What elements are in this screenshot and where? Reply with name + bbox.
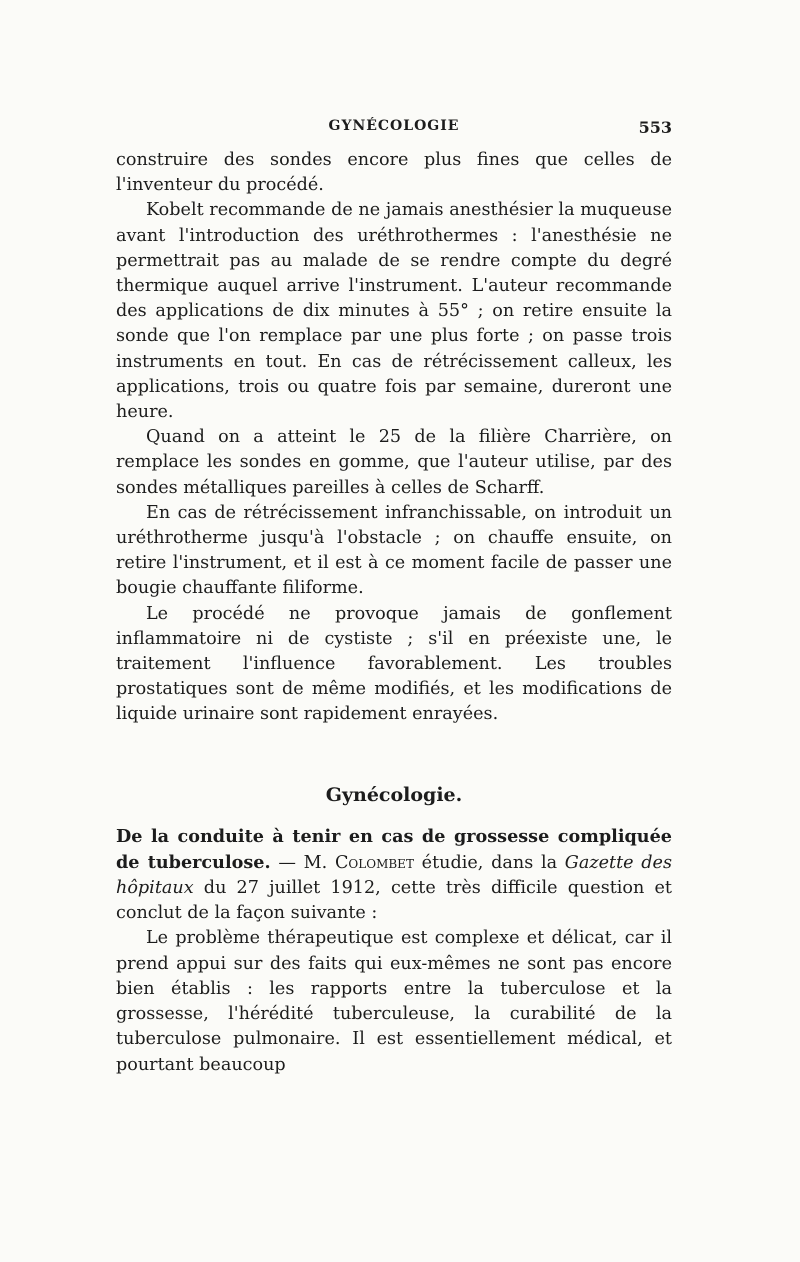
paragraph: En cas de rétrécissement infranchissable, on introduit un uréthrotherme jusqu'à l'obstacle ; on chauffe ensuite, on retire l'instrument, et il est à ce moment facile de passer une bougie chauffante filiforme.	[116, 502, 672, 599]
article-journal: Gazette des hôpitaux	[116, 852, 673, 899]
page-number: 553	[638, 118, 672, 137]
paragraph: Le procédé ne provoque jamais de gonflement inflammatoire ni de cystiste ; s'il en préexiste une, le traitement l'influence favorablement. Les troubles prostatiques sont de même modifiés, et les modifications de liquide urinaire sont rapidement enrayées.	[116, 603, 672, 725]
running-head	[116, 118, 672, 148]
page	[116, 118, 672, 1078]
section-heading: Gynécologie.	[325, 783, 463, 806]
paragraph: Quand on a atteint le 25 de la filière Charrière, on remplace les sondes en gomme, que l'auteur utilise, par des sondes métalliques pareilles à celles de Scharff.	[116, 427, 672, 498]
article-dash: — M.	[270, 852, 335, 873]
paragraph: Le problème thérapeutique est complexe et délicat, car il prend appui sur des faits qui eux-mêmes ne sont pas encore bien établis : les rapports entre la tuberculose et la grossesse, l'hérédité tuberculeuse, la curabilité de la tuberculose pulmonaire. Il est essentiellement médical, et pourtant beaucoup	[116, 928, 672, 1075]
paragraph: construire des sondes encore plus fines que celles de l'inventeur du procédé.	[116, 150, 672, 196]
article-text: étudie, dans la	[413, 852, 565, 873]
running-title: GYNÉCOLOGIE	[328, 118, 460, 134]
article-text: du 27 juillet 1912, cette très difficile question et conclut de la façon suivante :	[116, 878, 672, 924]
article-author: Colombet	[334, 852, 414, 873]
article-title: De la conduite à tenir en cas de grossesse compliquée de tuberculose.	[116, 825, 672, 873]
paragraph: Kobelt recommande de ne jamais anesthésier la muqueuse avant l'introduction des uréthrothermes : l'anesthésie ne permettrait pas au malade de se rendre compte du degré thermique auquel arrive l'instrument. L'auteur recommande des applications de dix minutes à 55° ; on retire ensuite la sonde que l'on remplace par une plus forte ; on passe trois instruments en tout. En cas de rétrécissement calleux, les applications, trois ou quatre fois par semaine, dureront une heure.	[116, 200, 672, 423]
article-intro	[116, 824, 672, 927]
